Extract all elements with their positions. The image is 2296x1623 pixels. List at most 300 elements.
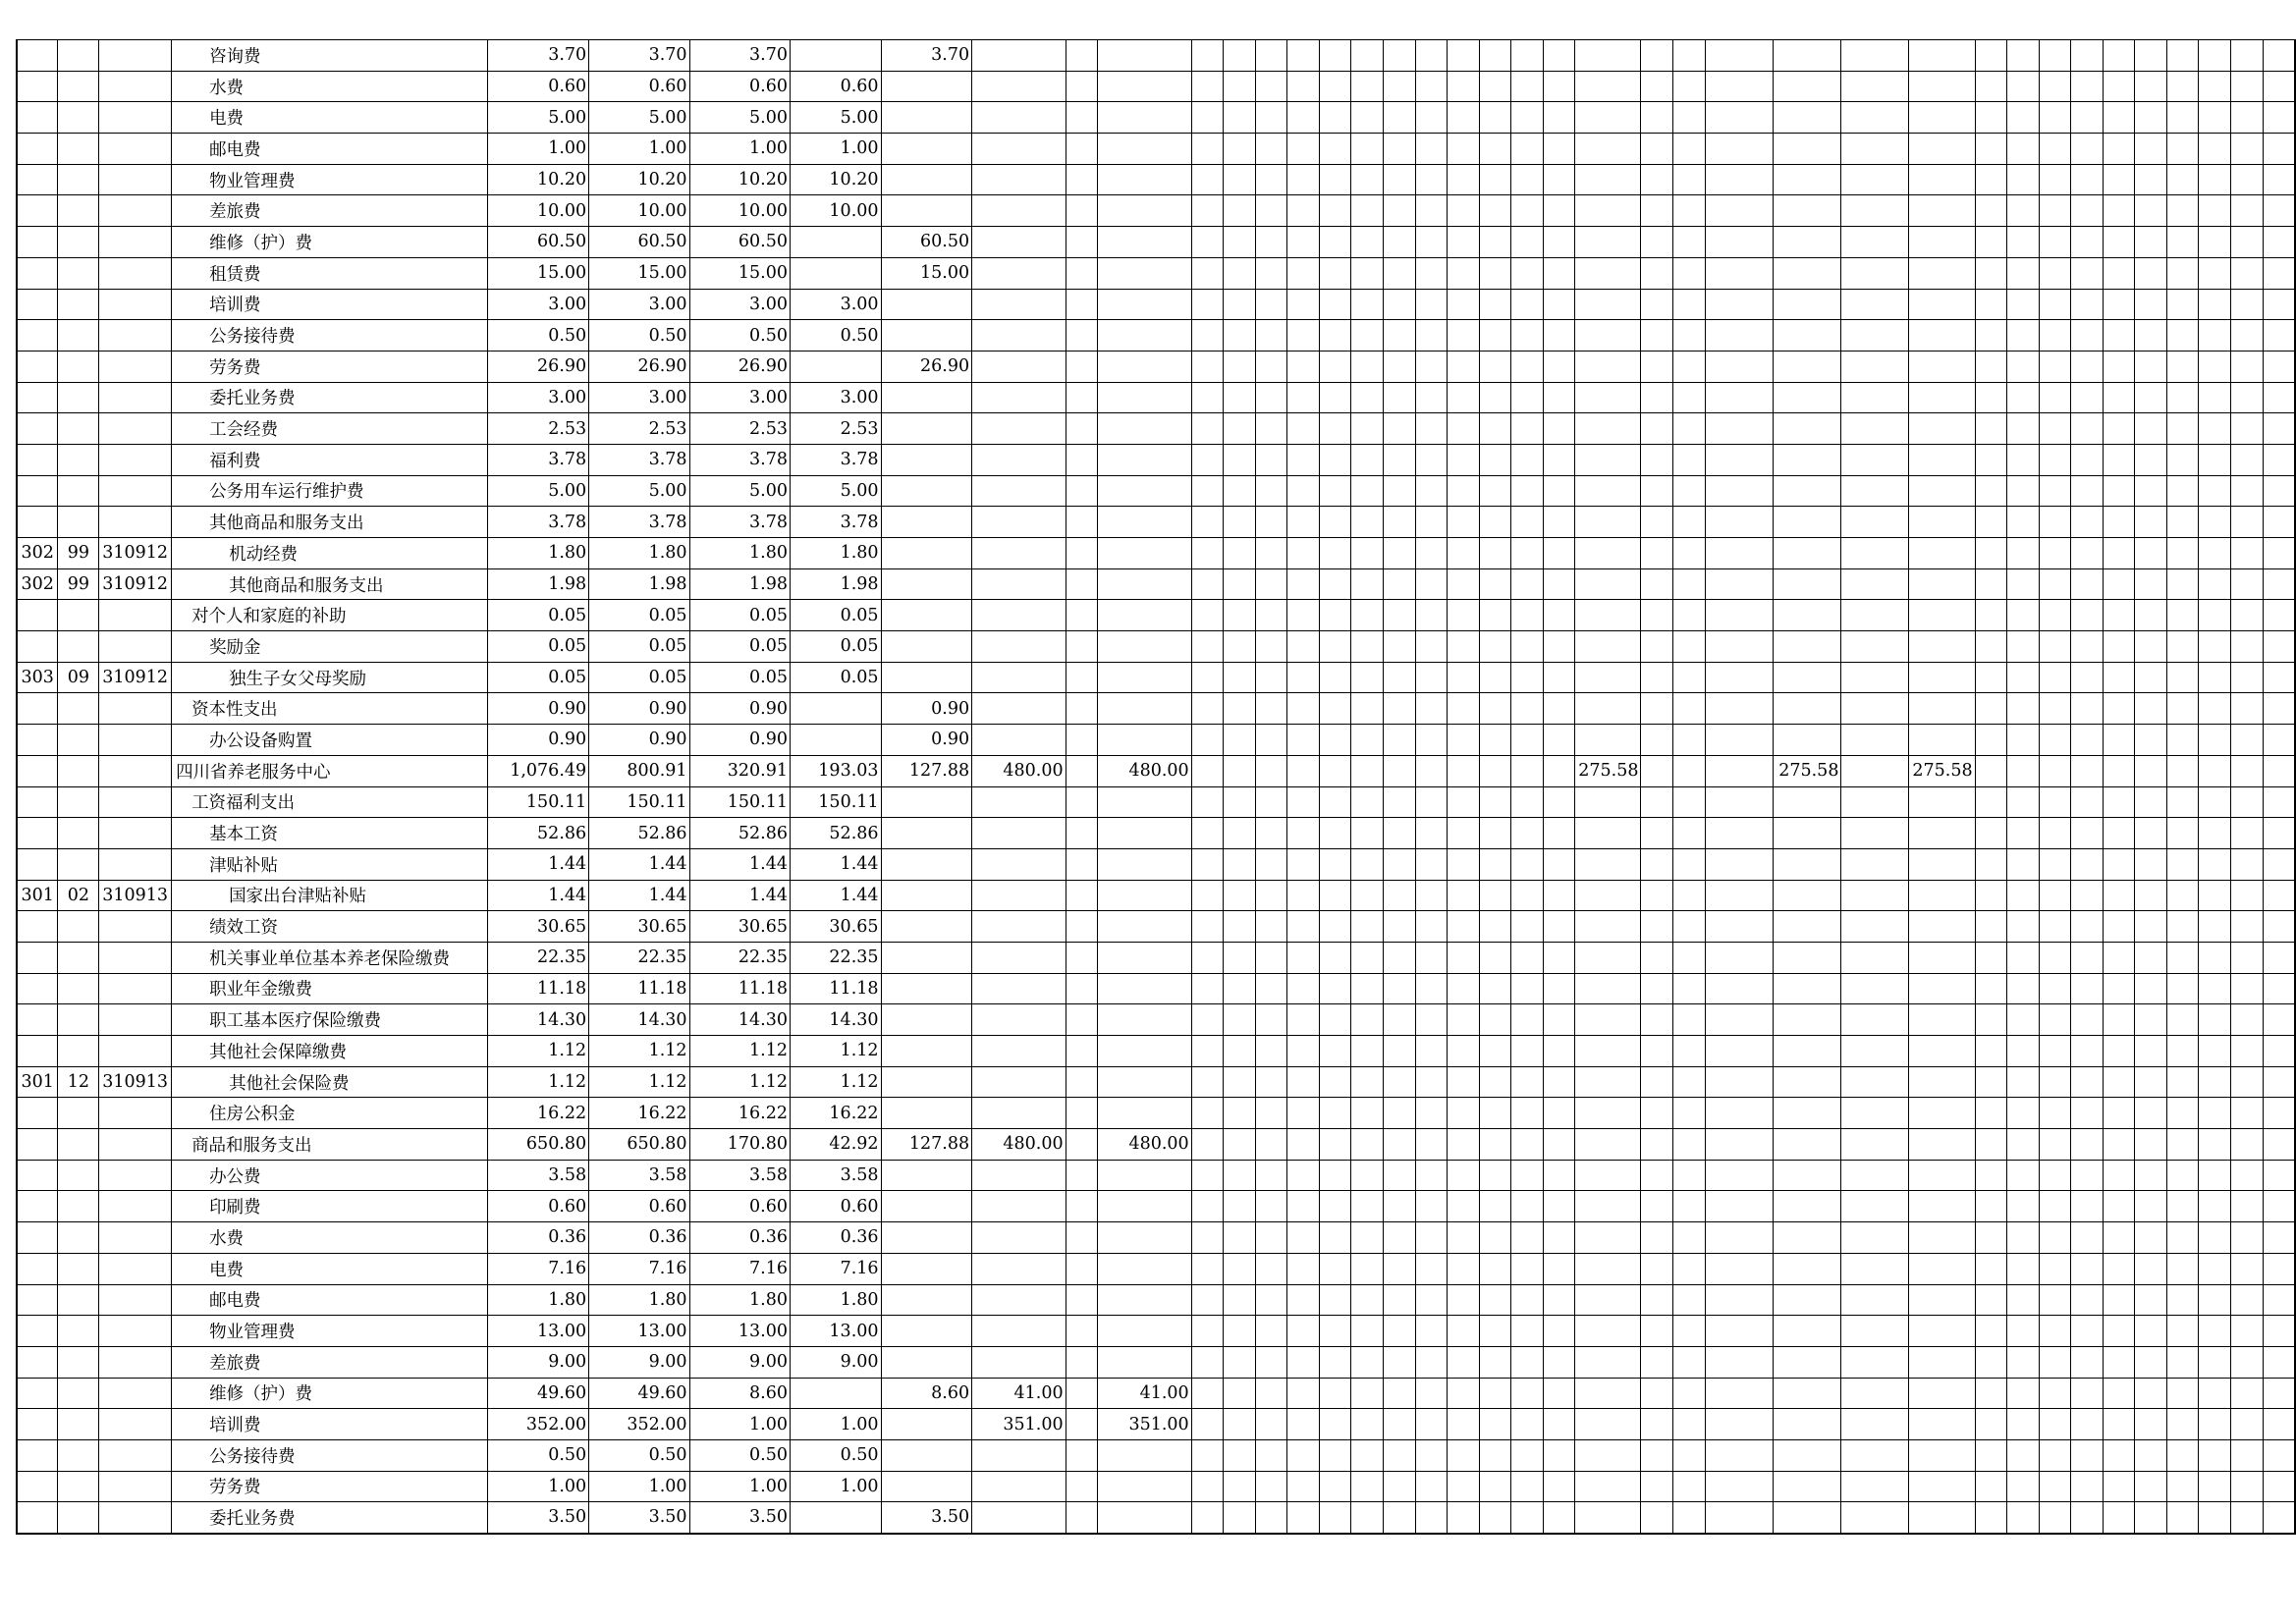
amount-cell — [1673, 880, 1706, 911]
amount-cell — [1319, 1129, 1351, 1161]
amount-cell: 3.70 — [881, 40, 972, 72]
amount-cell: 351.00 — [1098, 1409, 1192, 1440]
amount-cell — [1415, 320, 1448, 352]
amount-cell — [1351, 413, 1384, 445]
amount-cell — [2166, 1284, 2199, 1316]
amount-cell — [2071, 1471, 2104, 1502]
item-name-cell: 工资福利支出 — [172, 786, 488, 818]
amount-cell — [1319, 257, 1351, 289]
class-code-cell — [17, 631, 58, 663]
amount-cell — [1098, 40, 1192, 72]
amount-cell — [1705, 848, 1773, 880]
amount-cell — [1383, 848, 1415, 880]
amount-cell — [2103, 475, 2135, 507]
amount-cell — [2135, 1191, 2167, 1222]
amount-cell — [1543, 662, 1575, 693]
item-name-cell: 物业管理费 — [172, 1316, 488, 1347]
amount-cell — [1448, 227, 1480, 258]
amount-cell — [1705, 320, 1773, 352]
amount-cell — [1191, 911, 1224, 943]
amount-cell — [2071, 444, 2104, 475]
amount-cell — [1479, 631, 1511, 663]
amount-cell — [2135, 195, 2167, 227]
amount-cell — [1543, 973, 1575, 1004]
amount-cell — [1841, 227, 1909, 258]
amount-cell — [2103, 1439, 2135, 1471]
amount-cell — [2103, 289, 2135, 320]
amount-cell — [1575, 848, 1641, 880]
amount-cell — [2007, 257, 2040, 289]
amount-cell — [2103, 1191, 2135, 1222]
amount-cell — [1319, 289, 1351, 320]
amount-cell: 1.44 — [689, 848, 790, 880]
amount-cell — [1511, 1471, 1544, 1502]
amount-cell — [1066, 227, 1098, 258]
amount-cell: 5.00 — [689, 475, 790, 507]
amount-cell — [1575, 1471, 1641, 1502]
amount-cell — [1909, 1222, 1975, 1254]
amount-cell — [2199, 102, 2231, 134]
unit-code-cell — [99, 1284, 172, 1316]
amount-cell: 11.18 — [589, 973, 689, 1004]
amount-cell — [1383, 1502, 1415, 1534]
amount-cell — [2199, 1066, 2231, 1098]
amount-cell — [1773, 1036, 1841, 1067]
amount-cell — [1066, 1253, 1098, 1284]
amount-cell: 52.86 — [689, 818, 790, 849]
amount-cell — [1841, 1439, 1909, 1471]
amount-cell — [2199, 1502, 2231, 1534]
amount-cell — [790, 693, 881, 725]
amount-cell — [1351, 1346, 1384, 1378]
amount-cell — [1415, 942, 1448, 973]
amount-cell — [1641, 1160, 1673, 1191]
amount-cell: 0.05 — [790, 662, 881, 693]
amount-cell — [2135, 351, 2167, 382]
amount-cell — [2039, 227, 2071, 258]
class-code-cell — [17, 1222, 58, 1254]
amount-cell — [1543, 1129, 1575, 1161]
amount-cell — [1909, 134, 1975, 165]
amount-cell: 3.58 — [589, 1160, 689, 1191]
amount-cell — [1224, 382, 1256, 413]
amount-cell — [1448, 1098, 1480, 1129]
amount-cell — [2103, 1471, 2135, 1502]
item-name-cell: 维修（护）费 — [172, 1378, 488, 1409]
amount-cell — [1773, 71, 1841, 102]
amount-cell — [1511, 631, 1544, 663]
amount-cell — [2263, 320, 2295, 352]
amount-cell — [1319, 1346, 1351, 1378]
amount-cell — [1479, 320, 1511, 352]
amount-cell — [1415, 538, 1448, 569]
amount-cell — [1975, 600, 2007, 631]
amount-cell — [2071, 848, 2104, 880]
amount-cell — [972, 1191, 1066, 1222]
unit-code-cell — [99, 195, 172, 227]
amount-cell — [1479, 475, 1511, 507]
amount-cell — [1641, 600, 1673, 631]
amount-cell — [1975, 1036, 2007, 1067]
amount-cell — [1066, 1098, 1098, 1129]
amount-cell — [1575, 164, 1641, 195]
class-code-cell — [17, 1253, 58, 1284]
amount-cell — [1575, 1191, 1641, 1222]
item-name-cell: 邮电费 — [172, 134, 488, 165]
amount-cell — [1383, 1439, 1415, 1471]
amount-cell: 0.05 — [488, 662, 589, 693]
amount-cell — [1415, 973, 1448, 1004]
amount-cell — [2071, 1253, 2104, 1284]
amount-cell — [2231, 134, 2264, 165]
amount-cell — [2007, 880, 2040, 911]
amount-cell — [1383, 1004, 1415, 1036]
amount-cell: 3.00 — [689, 382, 790, 413]
amount-cell — [2166, 973, 2199, 1004]
amount-cell — [1066, 1409, 1098, 1440]
amount-cell — [2007, 1222, 2040, 1254]
amount-cell — [2103, 693, 2135, 725]
amount-cell — [972, 725, 1066, 756]
amount-cell: 3.00 — [790, 289, 881, 320]
amount-cell — [790, 725, 881, 756]
amount-cell — [1575, 818, 1641, 849]
amount-cell: 150.11 — [790, 786, 881, 818]
amount-cell — [1773, 880, 1841, 911]
amount-cell — [2071, 755, 2104, 786]
amount-cell — [1975, 725, 2007, 756]
amount-cell — [1543, 786, 1575, 818]
amount-cell: 3.70 — [589, 40, 689, 72]
amount-cell — [1415, 631, 1448, 663]
amount-cell — [1224, 413, 1256, 445]
amount-cell — [1841, 257, 1909, 289]
budget-table — [16, 39, 2296, 1535]
amount-cell — [1511, 1222, 1544, 1254]
item-code-cell — [58, 351, 99, 382]
amount-cell — [2007, 1439, 2040, 1471]
unit-code-cell: 310913 — [99, 1066, 172, 1098]
amount-cell — [1511, 1098, 1544, 1129]
item-name-cell: 商品和服务支出 — [172, 1129, 488, 1161]
amount-cell — [1705, 413, 1773, 445]
amount-cell — [1098, 693, 1192, 725]
amount-cell — [1224, 1471, 1256, 1502]
amount-cell: 0.60 — [488, 1191, 589, 1222]
amount-cell — [2263, 725, 2295, 756]
amount-cell — [1705, 71, 1773, 102]
amount-cell — [2007, 942, 2040, 973]
amount-cell — [1383, 1160, 1415, 1191]
amount-cell — [2103, 538, 2135, 569]
amount-cell: 49.60 — [589, 1378, 689, 1409]
amount-cell: 9.00 — [790, 1346, 881, 1378]
table-row — [17, 507, 2295, 538]
amount-cell — [972, 1316, 1066, 1347]
item-code-cell — [58, 1253, 99, 1284]
amount-cell — [2071, 1098, 2104, 1129]
class-code-cell — [17, 755, 58, 786]
amount-cell — [2263, 102, 2295, 134]
amount-cell — [1909, 320, 1975, 352]
amount-cell — [1841, 786, 1909, 818]
amount-cell — [1287, 1439, 1320, 1471]
amount-cell — [2263, 1222, 2295, 1254]
amount-cell — [1448, 1502, 1480, 1534]
amount-cell — [1287, 1346, 1320, 1378]
unit-code-cell — [99, 320, 172, 352]
amount-cell — [1191, 1316, 1224, 1347]
amount-cell: 3.58 — [790, 1160, 881, 1191]
amount-cell — [1287, 1129, 1320, 1161]
amount-cell — [1773, 1222, 1841, 1254]
amount-cell: 0.50 — [589, 1439, 689, 1471]
amount-cell — [2231, 631, 2264, 663]
amount-cell — [2071, 1502, 2104, 1534]
amount-cell: 1.00 — [790, 1409, 881, 1440]
amount-cell — [2231, 600, 2264, 631]
amount-cell — [1448, 538, 1480, 569]
amount-cell — [1673, 600, 1706, 631]
amount-cell — [2263, 475, 2295, 507]
unit-code-cell — [99, 257, 172, 289]
amount-cell — [1351, 1066, 1384, 1098]
item-name-cell: 津贴补贴 — [172, 848, 488, 880]
amount-cell — [881, 1316, 972, 1347]
amount-cell — [2103, 257, 2135, 289]
amount-cell — [881, 538, 972, 569]
amount-cell: 15.00 — [488, 257, 589, 289]
amount-cell: 1,076.49 — [488, 755, 589, 786]
class-code-cell — [17, 382, 58, 413]
amount-cell — [1287, 631, 1320, 663]
amount-cell — [2263, 1098, 2295, 1129]
amount-cell: 10.00 — [589, 195, 689, 227]
amount-cell: 16.22 — [488, 1098, 589, 1129]
amount-cell — [1319, 351, 1351, 382]
amount-cell — [2263, 911, 2295, 943]
amount-cell — [1673, 134, 1706, 165]
amount-cell: 1.12 — [488, 1036, 589, 1067]
amount-cell — [1287, 71, 1320, 102]
amount-cell — [1575, 351, 1641, 382]
amount-cell — [2166, 568, 2199, 600]
amount-cell — [2103, 725, 2135, 756]
amount-cell — [1511, 538, 1544, 569]
amount-cell — [2166, 662, 2199, 693]
amount-cell — [2231, 538, 2264, 569]
amount-cell — [2103, 1160, 2135, 1191]
amount-cell — [1479, 755, 1511, 786]
unit-code-cell — [99, 102, 172, 134]
amount-cell — [1773, 227, 1841, 258]
amount-cell — [1255, 40, 1287, 72]
amount-cell — [1351, 568, 1384, 600]
amount-cell — [1575, 444, 1641, 475]
amount-cell — [2071, 1222, 2104, 1254]
amount-cell: 8.60 — [881, 1378, 972, 1409]
amount-cell — [1066, 40, 1098, 72]
item-code-cell — [58, 1222, 99, 1254]
amount-cell — [1909, 600, 1975, 631]
amount-cell — [1511, 40, 1544, 72]
amount-cell — [1287, 973, 1320, 1004]
amount-cell — [1909, 413, 1975, 445]
table-row — [17, 1346, 2295, 1378]
amount-cell: 7.16 — [589, 1253, 689, 1284]
amount-cell — [1511, 1253, 1544, 1284]
amount-cell — [1415, 1346, 1448, 1378]
amount-cell — [2199, 693, 2231, 725]
amount-cell — [1415, 507, 1448, 538]
amount-cell — [2231, 973, 2264, 1004]
amount-cell — [1448, 1346, 1480, 1378]
class-code-cell — [17, 475, 58, 507]
unit-code-cell: 310912 — [99, 538, 172, 569]
amount-cell — [2071, 289, 2104, 320]
amount-cell — [1066, 1191, 1098, 1222]
amount-cell — [1543, 880, 1575, 911]
amount-cell — [1287, 134, 1320, 165]
amount-cell — [1383, 568, 1415, 600]
amount-cell — [1773, 1284, 1841, 1316]
amount-cell — [2071, 1129, 2104, 1161]
amount-cell — [1975, 382, 2007, 413]
amount-cell — [1351, 320, 1384, 352]
amount-cell — [1351, 444, 1384, 475]
amount-cell — [2007, 848, 2040, 880]
amount-cell — [2103, 818, 2135, 849]
amount-cell — [1287, 662, 1320, 693]
item-code-cell — [58, 1439, 99, 1471]
amount-cell — [2039, 413, 2071, 445]
amount-cell — [1383, 1316, 1415, 1347]
amount-cell — [881, 102, 972, 134]
amount-cell: 3.00 — [689, 289, 790, 320]
amount-cell: 2.53 — [689, 413, 790, 445]
amount-cell: 1.00 — [488, 1471, 589, 1502]
amount-cell — [1098, 880, 1192, 911]
table-row — [17, 911, 2295, 943]
amount-cell — [1255, 1378, 1287, 1409]
amount-cell — [2071, 631, 2104, 663]
amount-cell — [2263, 1439, 2295, 1471]
amount-cell: 1.12 — [689, 1036, 790, 1067]
amount-cell — [1191, 942, 1224, 973]
amount-cell — [881, 942, 972, 973]
amount-cell — [2166, 1222, 2199, 1254]
amount-cell — [1415, 227, 1448, 258]
amount-cell — [1415, 1502, 1448, 1534]
amount-cell — [2166, 1066, 2199, 1098]
amount-cell — [1255, 1502, 1287, 1534]
amount-cell — [1255, 1036, 1287, 1067]
amount-cell — [1448, 320, 1480, 352]
amount-cell — [1066, 507, 1098, 538]
class-code-cell — [17, 413, 58, 445]
amount-cell — [2103, 382, 2135, 413]
amount-cell — [1705, 1253, 1773, 1284]
amount-cell — [972, 351, 1066, 382]
amount-cell — [1066, 289, 1098, 320]
amount-cell — [2103, 1346, 2135, 1378]
amount-cell — [2007, 755, 2040, 786]
amount-cell — [881, 880, 972, 911]
amount-cell — [1383, 538, 1415, 569]
amount-cell: 10.20 — [589, 164, 689, 195]
amount-cell — [1319, 1191, 1351, 1222]
amount-cell — [1479, 538, 1511, 569]
amount-cell — [2166, 227, 2199, 258]
amount-cell — [1575, 1160, 1641, 1191]
amount-cell — [1255, 600, 1287, 631]
amount-cell: 9.00 — [589, 1346, 689, 1378]
amount-cell: 52.86 — [790, 818, 881, 849]
table-row — [17, 1502, 2295, 1534]
table-row — [17, 1036, 2295, 1067]
amount-cell — [1224, 1439, 1256, 1471]
amount-cell — [1479, 568, 1511, 600]
amount-cell — [1383, 942, 1415, 973]
item-code-cell — [58, 320, 99, 352]
amount-cell — [2007, 693, 2040, 725]
amount-cell — [1415, 880, 1448, 911]
amount-cell — [1287, 1409, 1320, 1440]
amount-cell: 351.00 — [972, 1409, 1066, 1440]
amount-cell — [1909, 382, 1975, 413]
amount-cell — [1511, 257, 1544, 289]
amount-cell — [1641, 164, 1673, 195]
amount-cell: 13.00 — [689, 1316, 790, 1347]
amount-cell — [2166, 880, 2199, 911]
amount-cell — [2263, 444, 2295, 475]
amount-cell: 800.91 — [589, 755, 689, 786]
amount-cell — [1705, 1129, 1773, 1161]
amount-cell — [881, 1439, 972, 1471]
amount-cell — [2039, 1098, 2071, 1129]
amount-cell: 0.60 — [689, 1191, 790, 1222]
amount-cell — [1773, 382, 1841, 413]
amount-cell — [2103, 786, 2135, 818]
amount-cell: 1.00 — [488, 134, 589, 165]
amount-cell — [2007, 786, 2040, 818]
amount-cell: 1.98 — [488, 568, 589, 600]
amount-cell — [1673, 40, 1706, 72]
amount-cell — [2103, 164, 2135, 195]
amount-cell — [1255, 1191, 1287, 1222]
class-code-cell — [17, 911, 58, 943]
amount-cell: 15.00 — [881, 257, 972, 289]
amount-cell — [2135, 973, 2167, 1004]
amount-cell — [1909, 1284, 1975, 1316]
amount-cell — [1351, 1004, 1384, 1036]
amount-cell — [2007, 725, 2040, 756]
amount-cell — [1773, 1129, 1841, 1161]
amount-cell — [1641, 289, 1673, 320]
amount-cell — [2103, 1129, 2135, 1161]
item-code-cell — [58, 1284, 99, 1316]
amount-cell: 1.12 — [488, 1066, 589, 1098]
amount-cell — [1975, 102, 2007, 134]
amount-cell — [1773, 568, 1841, 600]
amount-cell — [1287, 1222, 1320, 1254]
amount-cell — [1705, 568, 1773, 600]
amount-cell — [1975, 1066, 2007, 1098]
amount-cell — [2103, 1409, 2135, 1440]
amount-cell — [1641, 538, 1673, 569]
amount-cell — [1479, 134, 1511, 165]
item-name-cell: 咨询费 — [172, 40, 488, 72]
